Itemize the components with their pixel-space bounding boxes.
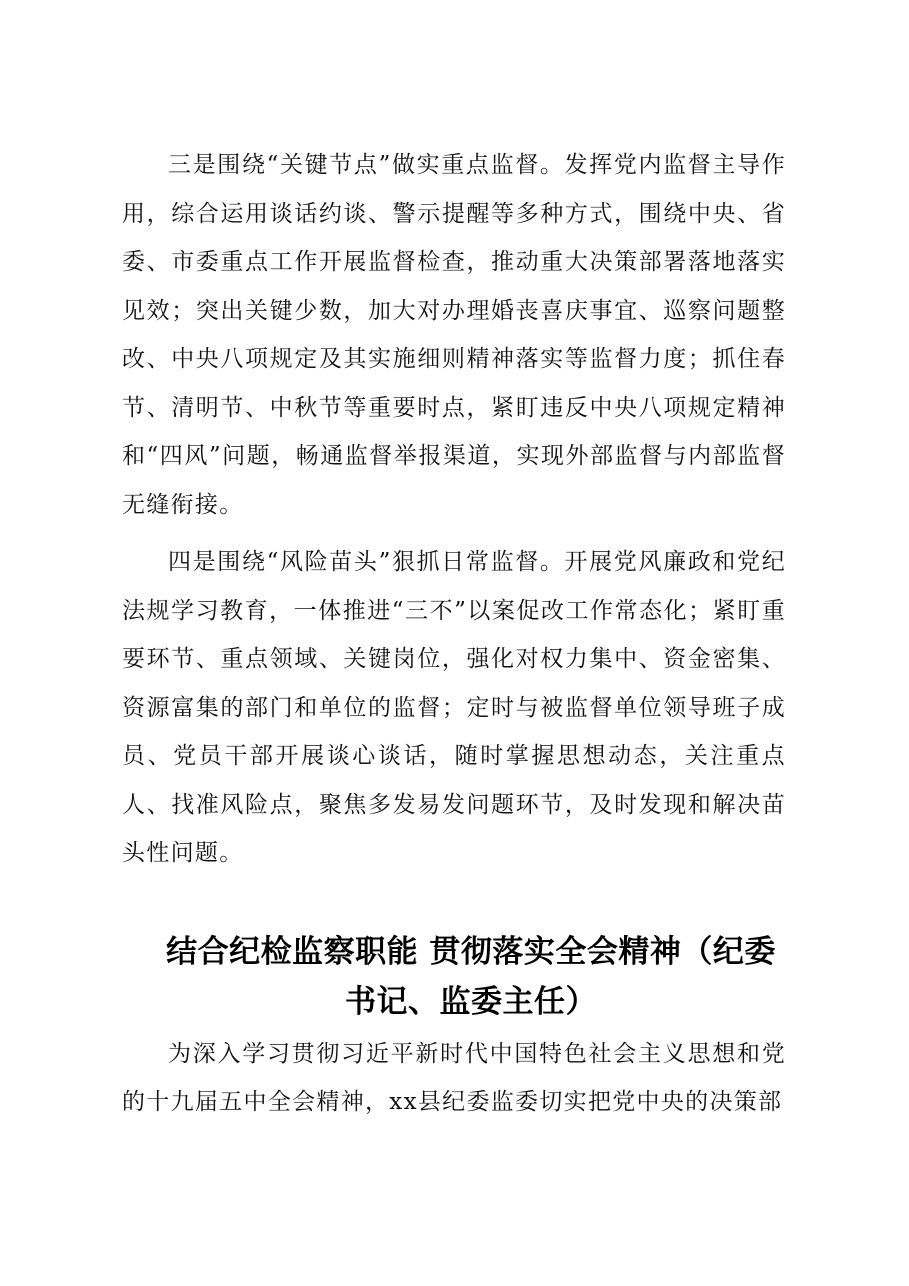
paragraph-key-nodes: 三是围绕“关键节点”做实重点监督。发挥党内监督主导作用，综合运用谈话约谈、警示提醒等多种方式，围绕中央、省委、市委重点工作开展监督检查，推动重大决策部署落地落实见效；突出关键少数，加大对办理婚丧喜庆事宜、巡察问题整改、中央八项规定及其实施细则精神落实等监督力度；抓住春节、清明节、中秋节等重要时点，紧盯违反中央八项规定精神和“四风”问题，畅通监督举报渠道，实现外部监督与内部监督无缝衔接。 [122, 152, 786, 518]
paragraph-intro: 为深入学习贯彻习近平新时代中国特色社会主义思想和党的十九届五中全会精神，xx县纪委监委切实把党中央的决策部 [122, 1040, 786, 1115]
document-body [122, 141, 786, 1127]
section-heading: 结合纪检监察职能 贯彻落实全会精神（纪委书记、监委主任） [166, 933, 776, 1020]
paragraph-risk-signs: 四是围绕“风险苗头”狠抓日常监督。开展党风廉政和党纪法规学习教育，一体推进“三不”以案促改工作常态化；紧盯重要环节、重点领域、关键岗位，强化对权力集中、资金密集、资源富集的部门和单位的监督；定时与被监督单位领导班子成员、党员干部开展谈心谈话，随时掌握思想动态，关注重点人、找准风险点，聚焦多发易发问题环节，及时发现和解决苗头性问题。 [122, 549, 786, 866]
